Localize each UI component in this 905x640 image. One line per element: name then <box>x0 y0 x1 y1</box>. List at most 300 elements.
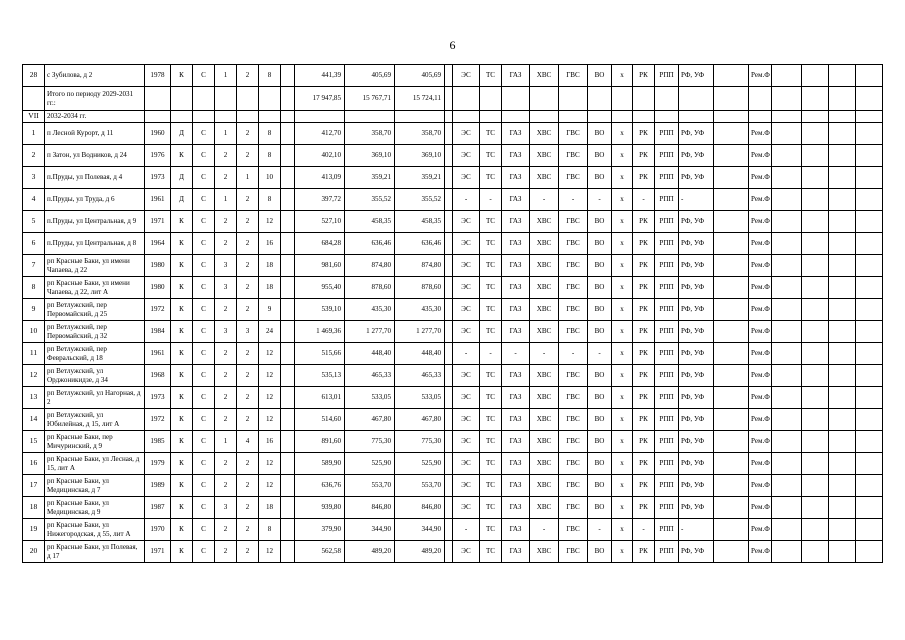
year-cell: 1976 <box>145 145 171 167</box>
category-cell: С <box>193 189 215 211</box>
empty-cell <box>714 541 749 563</box>
empty-cell <box>829 387 856 409</box>
empty-cell <box>772 255 802 277</box>
empty-cell <box>829 343 856 365</box>
repair-fund-cell: Рем.Ф <box>749 255 772 277</box>
category-cell: С <box>193 299 215 321</box>
empty-cell <box>23 87 45 111</box>
address-cell: рп Красные Баки, ул имени Чапаева, д 22, лит А <box>45 277 145 299</box>
empty-cell <box>772 387 802 409</box>
total-area-cell: 515,66 <box>295 343 345 365</box>
hot-water-cell: - <box>559 343 588 365</box>
repair-fund-cell: Рем.Ф <box>749 541 772 563</box>
repair-fund-cell: Рем.Ф <box>749 453 772 475</box>
empty-cell <box>802 65 829 87</box>
total-area-cell: 684,28 <box>295 233 345 255</box>
year-cell: 1961 <box>145 343 171 365</box>
empty-cell <box>856 299 883 321</box>
fund-cell: РФ, УФ <box>679 123 714 145</box>
empty-cell <box>281 255 295 277</box>
empty-cell <box>714 497 749 519</box>
entrances-cell: 2 <box>237 123 259 145</box>
empty-cell <box>145 111 171 123</box>
entrances-cell: 2 <box>237 255 259 277</box>
row-number: 1 <box>23 123 45 145</box>
year-cell: 1961 <box>145 189 171 211</box>
gas-supply-cell: ГАЗ <box>502 123 530 145</box>
apartments-cell: 16 <box>259 233 281 255</box>
rk-cell: РК <box>633 233 655 255</box>
living-area-cell: 435,30 <box>345 299 395 321</box>
empty-cell <box>714 277 749 299</box>
empty-cell <box>445 431 453 453</box>
cold-water-cell: ХВС <box>530 145 559 167</box>
mark-cell: х <box>612 497 633 519</box>
drainage-cell: ВО <box>588 497 612 519</box>
power-supply-cell: ЭС <box>453 299 480 321</box>
mark-cell: х <box>612 321 633 343</box>
year-cell: 1972 <box>145 409 171 431</box>
living-area-cell: 467,80 <box>345 409 395 431</box>
gas-supply-cell: ГАЗ <box>502 409 530 431</box>
empty-cell <box>633 87 655 111</box>
row-number: 4 <box>23 189 45 211</box>
cold-water-cell: ХВС <box>530 475 559 497</box>
floors-cell: 2 <box>215 211 237 233</box>
page-number: 6 <box>449 38 456 52</box>
empty-cell <box>281 123 295 145</box>
empty-cell <box>295 111 345 123</box>
empty-cell <box>633 111 655 123</box>
empty-cell <box>714 167 749 189</box>
floors-cell: 3 <box>215 497 237 519</box>
drainage-cell: ВО <box>588 123 612 145</box>
row-number: 13 <box>23 387 45 409</box>
drainage-cell: ВО <box>588 255 612 277</box>
address-cell: п.Пруды, ул Центральная, д 8 <box>45 233 145 255</box>
empty-cell <box>215 87 237 111</box>
fund-cell: РФ, УФ <box>679 343 714 365</box>
living-area-cell: 405,69 <box>345 65 395 87</box>
empty-cell <box>856 453 883 475</box>
empty-cell <box>679 87 714 111</box>
empty-cell <box>714 211 749 233</box>
drainage-cell: ВО <box>588 541 612 563</box>
rk-cell: РК <box>633 387 655 409</box>
row-number: 2 <box>23 145 45 167</box>
empty-cell <box>856 497 883 519</box>
residential-area-cell: 405,69 <box>395 65 445 87</box>
apartments-cell: 8 <box>259 145 281 167</box>
residential-area-cell: 775,30 <box>395 431 445 453</box>
empty-cell <box>237 87 259 111</box>
power-supply-cell: ЭС <box>453 365 480 387</box>
residential-area-cell: 344,90 <box>395 519 445 541</box>
residential-area-cell: 359,21 <box>395 167 445 189</box>
empty-cell <box>445 145 453 167</box>
living-area-cell: 369,10 <box>345 145 395 167</box>
empty-cell <box>829 431 856 453</box>
empty-cell <box>281 365 295 387</box>
category-cell: С <box>193 497 215 519</box>
empty-cell <box>802 365 829 387</box>
table-row <box>23 387 883 409</box>
entrances-cell: 2 <box>237 145 259 167</box>
hot-water-cell: ГВС <box>559 497 588 519</box>
section-title: 2032-2034 гг. <box>45 111 145 123</box>
empty-cell <box>829 233 856 255</box>
apartments-cell: 8 <box>259 189 281 211</box>
heat-supply-cell: - <box>480 189 502 211</box>
empty-cell <box>714 475 749 497</box>
rk-cell: РК <box>633 497 655 519</box>
heat-supply-cell: ТС <box>480 497 502 519</box>
entrances-cell: 2 <box>237 409 259 431</box>
living-area-cell: 448,40 <box>345 343 395 365</box>
floors-cell: 2 <box>215 233 237 255</box>
drainage-cell: - <box>588 189 612 211</box>
empty-cell <box>772 475 802 497</box>
empty-cell <box>445 87 453 111</box>
rk-cell: РК <box>633 365 655 387</box>
apartments-cell: 12 <box>259 365 281 387</box>
power-supply-cell: - <box>453 343 480 365</box>
empty-cell <box>237 111 259 123</box>
total-area-cell: 514,60 <box>295 409 345 431</box>
entrances-cell: 2 <box>237 519 259 541</box>
empty-cell <box>259 111 281 123</box>
empty-cell <box>193 87 215 111</box>
empty-cell <box>856 211 883 233</box>
empty-cell <box>829 497 856 519</box>
year-cell: 1989 <box>145 475 171 497</box>
empty-cell <box>259 87 281 111</box>
empty-cell <box>281 387 295 409</box>
empty-cell <box>772 453 802 475</box>
gas-supply-cell: ГАЗ <box>502 145 530 167</box>
total-area-cell: 636,76 <box>295 475 345 497</box>
table-row <box>23 497 883 519</box>
cold-water-cell: ХВС <box>530 255 559 277</box>
mark-cell: х <box>612 167 633 189</box>
empty-cell <box>445 189 453 211</box>
rk-cell: РК <box>633 409 655 431</box>
gas-supply-cell: ГАЗ <box>502 387 530 409</box>
fund-cell: РФ, УФ <box>679 321 714 343</box>
empty-cell <box>281 277 295 299</box>
empty-cell <box>714 145 749 167</box>
empty-cell <box>445 65 453 87</box>
material-cell: К <box>171 65 193 87</box>
entrances-cell: 3 <box>237 321 259 343</box>
living-area-cell: 1 277,70 <box>345 321 395 343</box>
repair-fund-cell: Рем.Ф <box>749 145 772 167</box>
hot-water-cell: ГВС <box>559 123 588 145</box>
floors-cell: 1 <box>215 123 237 145</box>
material-cell: К <box>171 343 193 365</box>
empty-cell <box>772 277 802 299</box>
total-area-cell: 379,90 <box>295 519 345 541</box>
total-area-cell: 441,39 <box>295 65 345 87</box>
drainage-cell: ВО <box>588 431 612 453</box>
gas-supply-cell: ГАЗ <box>502 475 530 497</box>
cold-water-cell: ХВС <box>530 299 559 321</box>
empty-cell <box>802 343 829 365</box>
empty-cell <box>714 65 749 87</box>
power-supply-cell: - <box>453 189 480 211</box>
living-area-cell: 553,70 <box>345 475 395 497</box>
mark-cell: х <box>612 211 633 233</box>
gas-supply-cell: ГАЗ <box>502 233 530 255</box>
cold-water-cell: ХВС <box>530 497 559 519</box>
living-area-cell: 344,90 <box>345 519 395 541</box>
material-cell: К <box>171 321 193 343</box>
empty-cell <box>829 321 856 343</box>
gas-supply-cell: ГАЗ <box>502 453 530 475</box>
gas-supply-cell: ГАЗ <box>502 541 530 563</box>
row-number: 28 <box>23 65 45 87</box>
total-area-cell: 402,10 <box>295 145 345 167</box>
category-cell: С <box>193 321 215 343</box>
living-area-sum: 15 767,71 <box>345 87 395 111</box>
rk-cell: РК <box>633 211 655 233</box>
category-cell: С <box>193 145 215 167</box>
cold-water-cell: ХВС <box>530 365 559 387</box>
address-cell: п.Пруды, ул Центральная, д 9 <box>45 211 145 233</box>
empty-cell <box>445 211 453 233</box>
empty-cell <box>829 87 856 111</box>
empty-cell <box>856 365 883 387</box>
year-cell: 1971 <box>145 541 171 563</box>
table-row <box>23 343 883 365</box>
total-area-cell: 939,80 <box>295 497 345 519</box>
table-row <box>23 365 883 387</box>
mark-cell: х <box>612 519 633 541</box>
power-supply-cell: ЭС <box>453 233 480 255</box>
empty-cell <box>445 475 453 497</box>
mark-cell: х <box>612 145 633 167</box>
empty-cell <box>655 87 679 111</box>
empty-cell <box>445 519 453 541</box>
heat-supply-cell: ТС <box>480 277 502 299</box>
empty-cell <box>772 299 802 321</box>
empty-cell <box>502 87 530 111</box>
address-cell: рп Красные Баки, ул Медицинская, д 9 <box>45 497 145 519</box>
gas-supply-cell: ГАЗ <box>502 431 530 453</box>
repair-fund-cell: Рем.Ф <box>749 365 772 387</box>
cold-water-cell: ХВС <box>530 431 559 453</box>
material-cell: К <box>171 475 193 497</box>
empty-cell <box>453 87 480 111</box>
rpp-cell: РПП <box>655 167 679 189</box>
power-supply-cell: ЭС <box>453 123 480 145</box>
address-cell: рп Ветлужский, пер Первомайский, д 25 <box>45 299 145 321</box>
mark-cell: х <box>612 387 633 409</box>
empty-cell <box>829 255 856 277</box>
empty-cell <box>281 299 295 321</box>
repair-fund-cell: Рем.Ф <box>749 321 772 343</box>
table-row <box>23 189 883 211</box>
rk-cell: РК <box>633 431 655 453</box>
empty-cell <box>829 409 856 431</box>
residential-area-cell: 553,70 <box>395 475 445 497</box>
empty-cell <box>281 233 295 255</box>
empty-cell <box>445 497 453 519</box>
repair-fund-cell: Рем.Ф <box>749 277 772 299</box>
category-cell: С <box>193 233 215 255</box>
empty-cell <box>829 145 856 167</box>
rpp-cell: РПП <box>655 541 679 563</box>
address-cell: рп Ветлужский, ул Юбилейная, д 15, лит А <box>45 409 145 431</box>
drainage-cell: ВО <box>588 65 612 87</box>
category-cell: С <box>193 365 215 387</box>
living-area-cell: 775,30 <box>345 431 395 453</box>
power-supply-cell: ЭС <box>453 541 480 563</box>
empty-cell <box>281 189 295 211</box>
rk-cell: РК <box>633 321 655 343</box>
address-cell: рп Красные Баки, ул Полевая, д 17 <box>45 541 145 563</box>
floors-cell: 2 <box>215 387 237 409</box>
year-cell: 1973 <box>145 167 171 189</box>
entrances-cell: 2 <box>237 211 259 233</box>
total-area-cell: 413,09 <box>295 167 345 189</box>
row-number: 8 <box>23 277 45 299</box>
cold-water-cell: ХВС <box>530 541 559 563</box>
empty-cell <box>829 541 856 563</box>
empty-cell <box>281 453 295 475</box>
cold-water-cell: - <box>530 343 559 365</box>
power-supply-cell: ЭС <box>453 65 480 87</box>
empty-cell <box>445 167 453 189</box>
empty-cell <box>856 519 883 541</box>
empty-cell <box>802 541 829 563</box>
empty-cell <box>530 87 559 111</box>
empty-cell <box>171 111 193 123</box>
empty-cell <box>856 189 883 211</box>
empty-cell <box>445 111 453 123</box>
total-area-sum: 17 947,85 <box>295 87 345 111</box>
empty-cell <box>559 87 588 111</box>
empty-cell <box>480 111 502 123</box>
apartments-cell: 24 <box>259 321 281 343</box>
fund-cell: РФ, УФ <box>679 145 714 167</box>
fund-cell: РФ, УФ <box>679 211 714 233</box>
empty-cell <box>281 167 295 189</box>
heat-supply-cell: ТС <box>480 541 502 563</box>
material-cell: К <box>171 519 193 541</box>
total-area-cell: 955,40 <box>295 277 345 299</box>
total-area-cell: 412,70 <box>295 123 345 145</box>
apartments-cell: 12 <box>259 211 281 233</box>
year-cell: 1985 <box>145 431 171 453</box>
empty-cell <box>445 233 453 255</box>
address-cell: п Затон, ул Водников, д 24 <box>45 145 145 167</box>
fund-cell: РФ, УФ <box>679 167 714 189</box>
row-number: 12 <box>23 365 45 387</box>
power-supply-cell: ЭС <box>453 321 480 343</box>
material-cell: К <box>171 453 193 475</box>
empty-cell <box>856 87 883 111</box>
empty-cell <box>714 519 749 541</box>
table-row <box>23 65 883 87</box>
category-cell: С <box>193 475 215 497</box>
rk-cell: РК <box>633 65 655 87</box>
empty-cell <box>480 87 502 111</box>
residential-area-cell: 467,80 <box>395 409 445 431</box>
empty-cell <box>829 211 856 233</box>
year-cell: 1973 <box>145 387 171 409</box>
empty-cell <box>281 497 295 519</box>
empty-cell <box>445 409 453 431</box>
empty-cell <box>829 123 856 145</box>
table-row <box>23 167 883 189</box>
drainage-cell: ВО <box>588 277 612 299</box>
floors-cell: 2 <box>215 299 237 321</box>
table-row <box>23 277 883 299</box>
fund-cell: РФ, УФ <box>679 409 714 431</box>
empty-cell <box>714 321 749 343</box>
mark-cell: х <box>612 233 633 255</box>
heat-supply-cell: ТС <box>480 387 502 409</box>
floors-cell: 2 <box>215 541 237 563</box>
empty-cell <box>856 233 883 255</box>
empty-cell <box>856 255 883 277</box>
cold-water-cell: - <box>530 189 559 211</box>
mark-cell: х <box>612 189 633 211</box>
repair-fund-cell: Рем.Ф <box>749 167 772 189</box>
power-supply-cell: ЭС <box>453 277 480 299</box>
residential-area-cell: 846,80 <box>395 497 445 519</box>
empty-cell <box>612 111 633 123</box>
gas-supply-cell: ГАЗ <box>502 277 530 299</box>
category-cell: С <box>193 387 215 409</box>
material-cell: К <box>171 387 193 409</box>
table-row <box>23 123 883 145</box>
address-cell: п.Пруды, ул Труда, д 6 <box>45 189 145 211</box>
gas-supply-cell: ГАЗ <box>502 365 530 387</box>
cold-water-cell: ХВС <box>530 211 559 233</box>
living-area-cell: 358,70 <box>345 123 395 145</box>
table-row <box>23 541 883 563</box>
row-number: 18 <box>23 497 45 519</box>
entrances-cell: 1 <box>237 167 259 189</box>
material-cell: К <box>171 145 193 167</box>
hot-water-cell: ГВС <box>559 387 588 409</box>
power-supply-cell: ЭС <box>453 211 480 233</box>
category-cell: С <box>193 167 215 189</box>
mark-cell: х <box>612 65 633 87</box>
row-number: 9 <box>23 299 45 321</box>
empty-cell <box>281 541 295 563</box>
rpp-cell: РПП <box>655 277 679 299</box>
gas-supply-cell: ГАЗ <box>502 299 530 321</box>
floors-cell: 3 <box>215 255 237 277</box>
apartments-cell: 8 <box>259 123 281 145</box>
empty-cell <box>829 299 856 321</box>
floors-cell: 2 <box>215 365 237 387</box>
rk-cell: РК <box>633 145 655 167</box>
residential-area-cell: 525,90 <box>395 453 445 475</box>
empty-cell <box>802 255 829 277</box>
empty-cell <box>772 541 802 563</box>
power-supply-cell: ЭС <box>453 387 480 409</box>
hot-water-cell: ГВС <box>559 65 588 87</box>
empty-cell <box>802 123 829 145</box>
heat-supply-cell: ТС <box>480 365 502 387</box>
empty-cell <box>445 541 453 563</box>
residential-area-cell: 355,52 <box>395 189 445 211</box>
material-cell: К <box>171 211 193 233</box>
